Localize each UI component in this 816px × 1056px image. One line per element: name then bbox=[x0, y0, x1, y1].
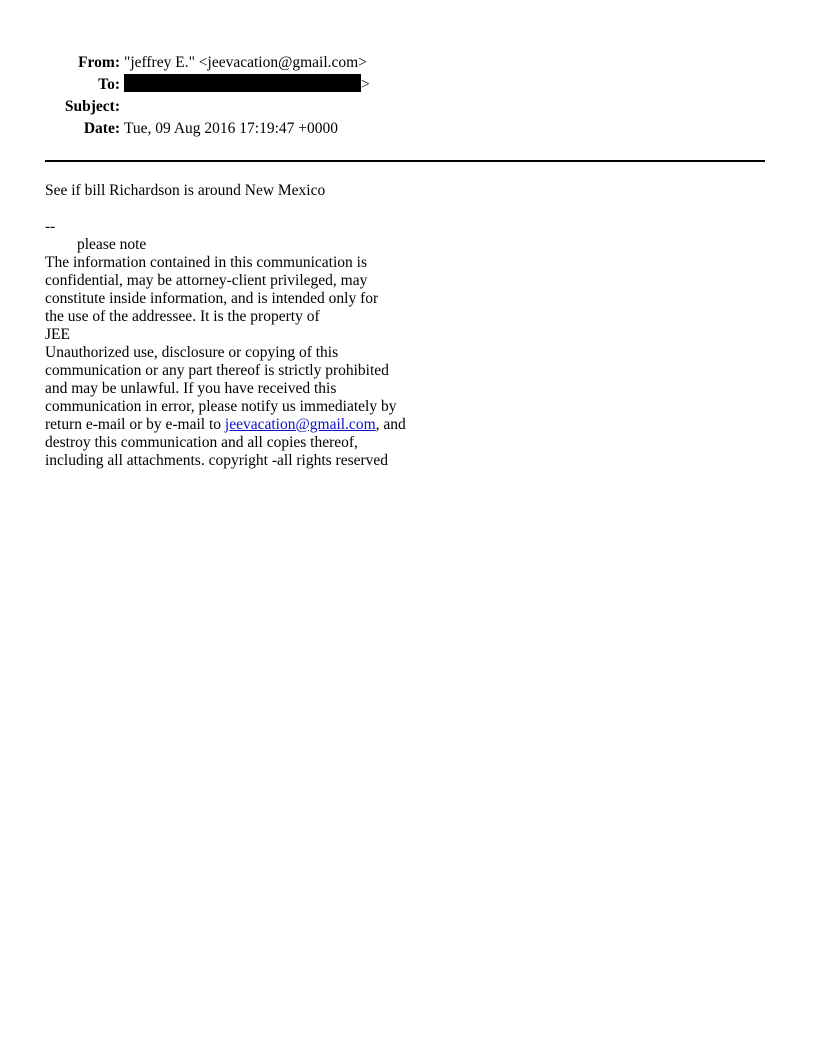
date-label: Date: bbox=[83, 120, 120, 137]
email-body bbox=[45, 182, 406, 470]
from-value: "jeffrey E." <jeevacation@gmail.com> bbox=[124, 54, 367, 71]
subject-row bbox=[45, 96, 370, 118]
to-row bbox=[45, 74, 370, 96]
email-header bbox=[45, 52, 370, 140]
email-link[interactable]: jeevacation@gmail.com bbox=[224, 416, 376, 433]
return-line-prefix: return e-mail or by e-mail to bbox=[45, 416, 225, 433]
signature-heading: please note bbox=[77, 236, 147, 253]
to-value bbox=[124, 74, 370, 96]
subject-value bbox=[124, 96, 370, 118]
blank-line bbox=[45, 200, 406, 218]
to-suffix: > bbox=[361, 76, 370, 93]
closing-line: including all attachments. copyright -all rights reserved bbox=[45, 452, 389, 469]
message-text: See if bill Richardson is around New Mexico bbox=[45, 182, 326, 199]
subject-label: Subject: bbox=[64, 98, 120, 115]
disclaimer-line: The information contained in this communication is bbox=[45, 254, 367, 271]
return-line-suffix: , and bbox=[375, 416, 406, 433]
disclaimer-line: communication or any part thereof is strictly prohibited bbox=[45, 362, 389, 379]
disclaimer-line: and may be unlawful. If you have received this bbox=[45, 380, 337, 397]
date-row bbox=[45, 118, 370, 140]
disclaimer-line: constitute inside information, and is intended only for bbox=[45, 290, 379, 307]
date-value: Tue, 09 Aug 2016 17:19:47 +0000 bbox=[124, 120, 338, 137]
disclaimer-line: the use of the addressee. It is the property of bbox=[45, 308, 320, 325]
signature-separator: -- bbox=[45, 218, 56, 235]
return-email-line bbox=[45, 416, 406, 434]
disclaimer-line: JEE bbox=[45, 326, 70, 343]
closing-line: destroy this communication and all copies thereof, bbox=[45, 434, 358, 451]
disclaimer-line: confidential, may be attorney-client privileged, may bbox=[45, 272, 368, 289]
redaction-block bbox=[124, 74, 361, 92]
header-divider bbox=[45, 160, 765, 162]
disclaimer-line: Unauthorized use, disclosure or copying of this bbox=[45, 344, 339, 361]
from-label: From: bbox=[78, 54, 120, 71]
from-row bbox=[45, 52, 370, 74]
disclaimer-line: communication in error, please notify us immediately by bbox=[45, 398, 397, 415]
to-label: To: bbox=[98, 76, 120, 93]
